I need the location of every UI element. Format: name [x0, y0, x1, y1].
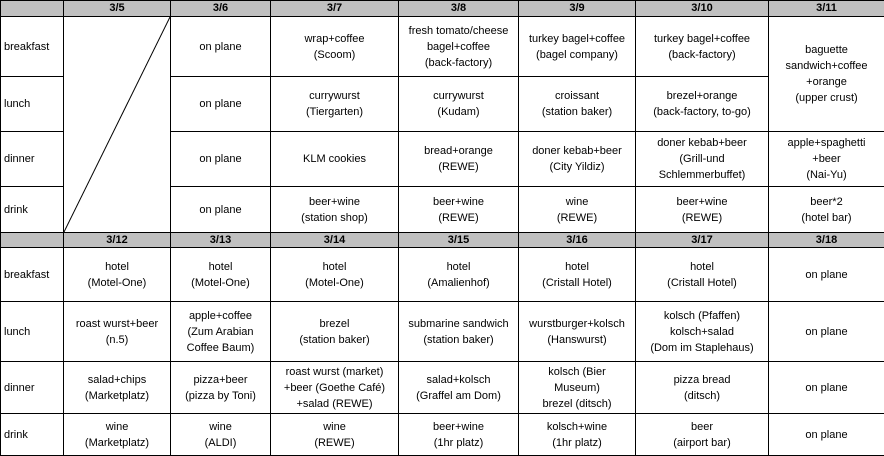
table-cell: pizza+beer (pizza by Toni) [171, 362, 271, 414]
date-header: 3/6 [171, 1, 271, 17]
table-cell: wine (REWE) [271, 414, 399, 456]
table-cell: beer+wine (1hr platz) [399, 414, 519, 456]
table-cell: pizza bread (ditsch) [636, 362, 769, 414]
table-cell: on plane [769, 302, 884, 362]
table-cell: on plane [171, 187, 271, 233]
table-cell: beer*2 (hotel bar) [769, 187, 884, 233]
header-corner [1, 233, 64, 248]
table-cell: kolsch+wine (1hr platz) [519, 414, 636, 456]
table-cell: submarine sandwich (station baker) [399, 302, 519, 362]
date-header: 3/17 [636, 233, 769, 248]
row-label: lunch [1, 302, 64, 362]
table-cell: on plane [769, 248, 884, 302]
table-cell: turkey bagel+coffee (back-factory) [636, 17, 769, 77]
table-row [1, 362, 884, 414]
table-cell: on plane [769, 362, 884, 414]
empty-diagonal-cell [64, 17, 171, 233]
table-cell: on plane [171, 17, 271, 77]
row-label: drink [1, 187, 64, 233]
row-label: drink [1, 414, 64, 456]
table-cell: beer+wine (station shop) [271, 187, 399, 233]
date-header: 3/18 [769, 233, 884, 248]
table-cell: on plane [171, 77, 271, 132]
row-label: dinner [1, 132, 64, 187]
date-header: 3/14 [271, 233, 399, 248]
table-cell: brezel+orange (back-factory, to-go) [636, 77, 769, 132]
date-header: 3/12 [64, 233, 171, 248]
table-cell: hotel (Amalienhof) [399, 248, 519, 302]
table-cell: bread+orange (REWE) [399, 132, 519, 187]
row-label: lunch [1, 77, 64, 132]
table-cell: fresh tomato/cheese bagel+coffee (back-factory) [399, 17, 519, 77]
table-cell: salad+kolsch (Graffel am Dom) [399, 362, 519, 414]
date-header: 3/9 [519, 1, 636, 17]
table-cell: hotel (Motel-One) [271, 248, 399, 302]
table-row [1, 248, 884, 302]
table-row [1, 17, 884, 77]
table-cell: wine (Marketplatz) [64, 414, 171, 456]
table-cell: currywurst (Tiergarten) [271, 77, 399, 132]
week2-header-row [1, 233, 884, 248]
table-cell: wine (REWE) [519, 187, 636, 233]
table-cell: currywurst (Kudam) [399, 77, 519, 132]
table-cell: salad+chips (Marketplatz) [64, 362, 171, 414]
date-header: 3/11 [769, 1, 884, 17]
row-label: breakfast [1, 17, 64, 77]
table-cell: apple+coffee (Zum Arabian Coffee Baum) [171, 302, 271, 362]
table-cell: KLM cookies [271, 132, 399, 187]
table-cell: beer+wine (REWE) [636, 187, 769, 233]
table-cell: on plane [769, 414, 884, 456]
diagonal-line [64, 17, 170, 232]
table-cell: roast wurst+beer (n.5) [64, 302, 171, 362]
table-cell: apple+spaghetti +beer (Nai-Yu) [769, 132, 884, 187]
table-cell: kolsch (Pfaffen) kolsch+salad (Dom im Staplehaus) [636, 302, 769, 362]
date-header: 3/15 [399, 233, 519, 248]
table-cell: kolsch (Bier Museum) brezel (ditsch) [519, 362, 636, 414]
table-cell: doner kebab+beer (Grill-und Schlemmerbuffet) [636, 132, 769, 187]
row-label: breakfast [1, 248, 64, 302]
table-cell: hotel (Motel-One) [171, 248, 271, 302]
date-header: 3/7 [271, 1, 399, 17]
row-label: dinner [1, 362, 64, 414]
date-header: 3/5 [64, 1, 171, 17]
week1-header-row [1, 1, 884, 17]
table-cell: turkey bagel+coffee (bagel company) [519, 17, 636, 77]
table-cell: beer (airport bar) [636, 414, 769, 456]
table-cell: wurstburger+kolsch (Hanswurst) [519, 302, 636, 362]
table-cell: on plane [171, 132, 271, 187]
table-cell: doner kebab+beer (City Yildiz) [519, 132, 636, 187]
table-cell: croissant (station baker) [519, 77, 636, 132]
table-cell: hotel (Cristall Hotel) [636, 248, 769, 302]
table-cell: wrap+coffee (Scoom) [271, 17, 399, 77]
date-header: 3/10 [636, 1, 769, 17]
table-cell-merged: baguette sandwich+coffee +orange (upper crust) [769, 17, 884, 132]
date-header: 3/16 [519, 233, 636, 248]
table-row [1, 414, 884, 456]
table-cell: wine (ALDI) [171, 414, 271, 456]
table-cell: roast wurst (market) +beer (Goethe Café) +salad (REWE) [271, 362, 399, 414]
header-corner [1, 1, 64, 17]
table-row [1, 302, 884, 362]
table-cell: brezel (station baker) [271, 302, 399, 362]
table-cell: hotel (Motel-One) [64, 248, 171, 302]
date-header: 3/8 [399, 1, 519, 17]
date-header: 3/13 [171, 233, 271, 248]
table-cell: beer+wine (REWE) [399, 187, 519, 233]
table-cell: hotel (Cristall Hotel) [519, 248, 636, 302]
